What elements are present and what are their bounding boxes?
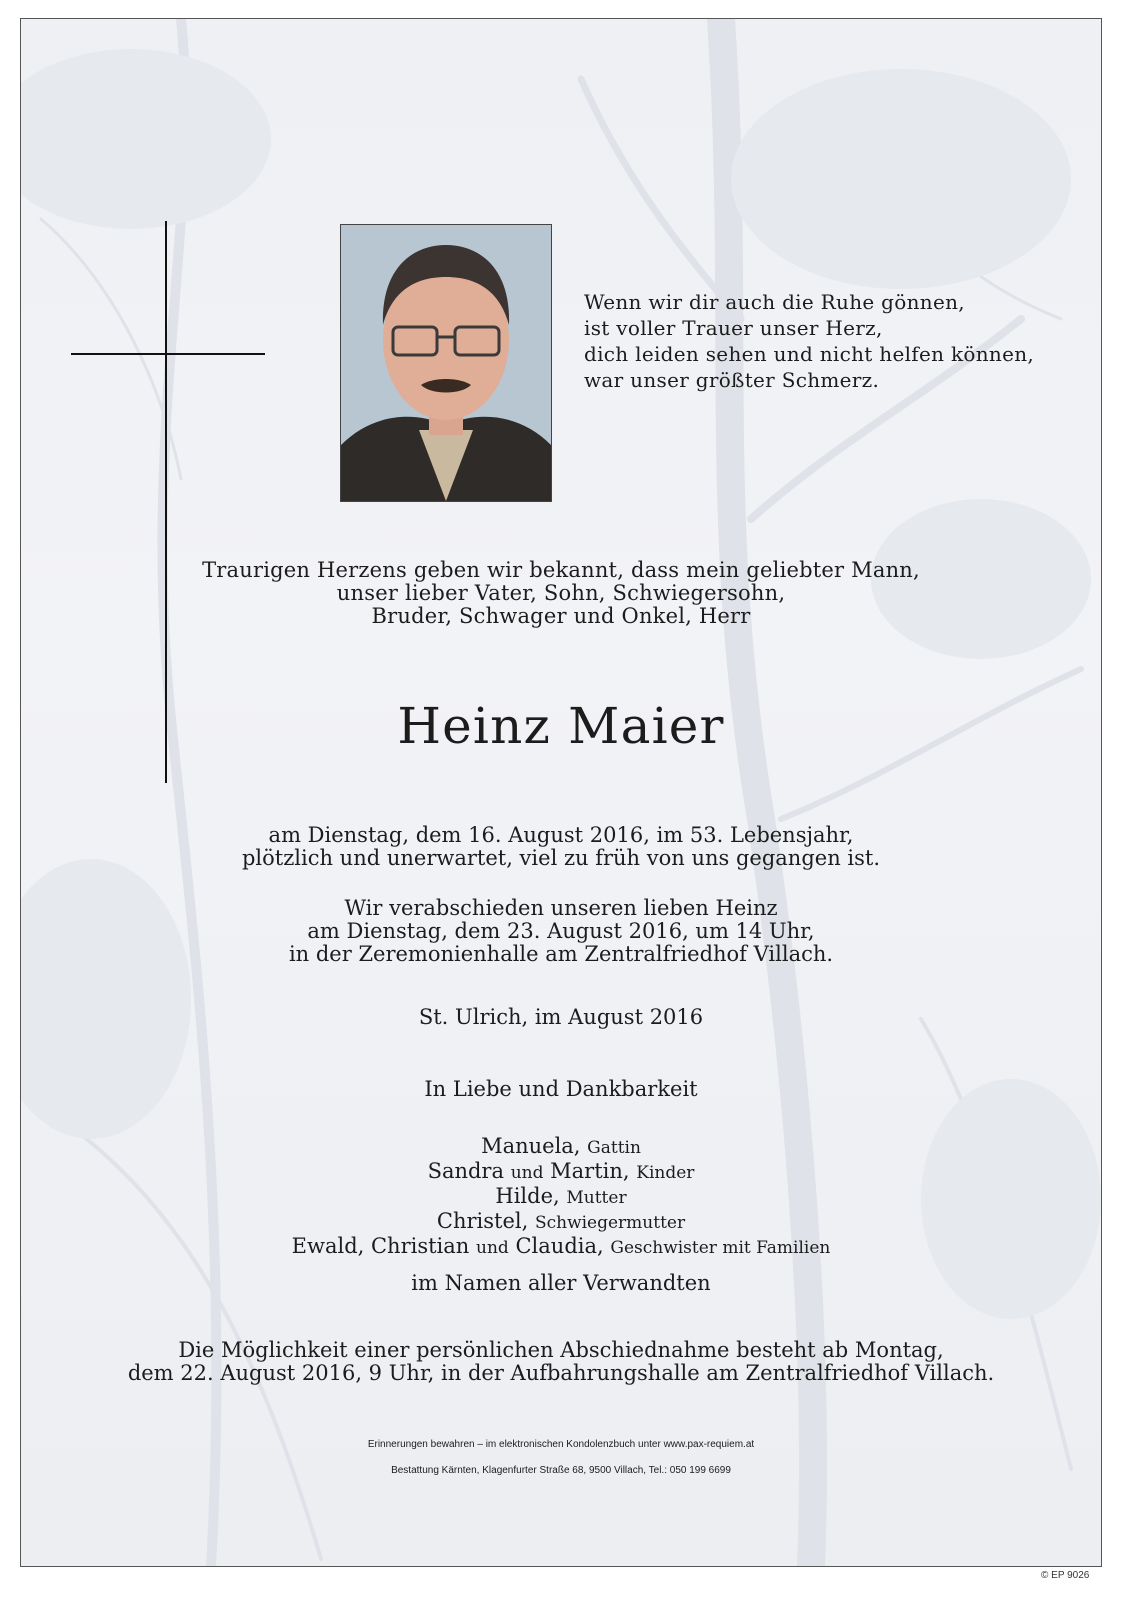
family-member-siblings: Ewald, Christian und Claudia, Geschwister mit Familien xyxy=(291,1234,831,1258)
farewell-line: in der Zeremonienhalle am Zentralfriedhof Villach. xyxy=(288,942,834,966)
announcement-intro xyxy=(21,559,1101,628)
farewell-details xyxy=(21,897,1101,966)
closing-phrase: In Liebe und Dankbarkeit xyxy=(424,1077,698,1101)
poem-line: ist voller Trauer unser Herz, xyxy=(584,316,883,340)
family-member-mother-in-law: Christel, Schwiegermutter xyxy=(436,1209,686,1233)
death-details xyxy=(21,824,1101,870)
deceased-portrait xyxy=(340,224,552,502)
poem-line: war unser größter Schmerz. xyxy=(584,368,880,392)
intro-line: Bruder, Schwager und Onkel, Herr xyxy=(371,604,751,628)
viewing-line: Die Möglichkeit einer persönlichen Abschiednahme besteht ab Montag, xyxy=(178,1338,944,1362)
memorial-poem xyxy=(584,289,1054,393)
viewing-line: dem 22. August 2016, 9 Uhr, in der Aufbahrungshalle am Zentralfriedhof Villach. xyxy=(127,1361,995,1385)
cross-horizontal-bar xyxy=(71,353,265,355)
family-member-mother: Hilde, Mutter xyxy=(495,1184,627,1208)
obituary-card xyxy=(20,18,1102,1567)
print-code: © EP 9026 xyxy=(1041,1570,1090,1581)
farewell-line: am Dienstag, dem 23. August 2016, um 14 Uhr, xyxy=(307,919,815,943)
intro-line: Traurigen Herzens geben wir bekannt, dass mein geliebter Mann, xyxy=(202,558,920,582)
viewing-details xyxy=(21,1339,1101,1385)
family-list xyxy=(21,1135,1101,1260)
poem-line: Wenn wir dir auch die Ruhe gönnen, xyxy=(584,290,965,314)
condolence-book-note: Erinnerungen bewahren – im elektronischen Kondolenzbuch unter www.pax-requiem.at xyxy=(367,1439,755,1450)
farewell-line: Wir verabschieden unseren lieben Heinz xyxy=(344,896,778,920)
place-and-date: St. Ulrich, im August 2016 xyxy=(418,1005,704,1029)
deceased-name: Heinz Maier xyxy=(397,697,725,755)
on-behalf-line: im Namen aller Verwandten xyxy=(411,1271,711,1295)
intro-line: unser lieber Vater, Sohn, Schwiegersohn, xyxy=(336,581,786,605)
family-member-spouse: Manuela, Gattin xyxy=(481,1134,641,1158)
family-member-children: Sandra und Martin, Kinder xyxy=(427,1159,695,1183)
poem-line: dich leiden sehen und nicht helfen können, xyxy=(584,342,1035,366)
funeral-home-address: Bestattung Kärnten, Klagenfurter Straße 68, 9500 Villach, Tel.: 050 199 6699 xyxy=(391,1465,731,1476)
death-line: am Dienstag, dem 16. August 2016, im 53. Lebensjahr, xyxy=(268,823,854,847)
death-line: plötzlich und unerwartet, viel zu früh von uns gegangen ist. xyxy=(241,846,881,870)
background-tree-illustration xyxy=(21,19,1101,1566)
